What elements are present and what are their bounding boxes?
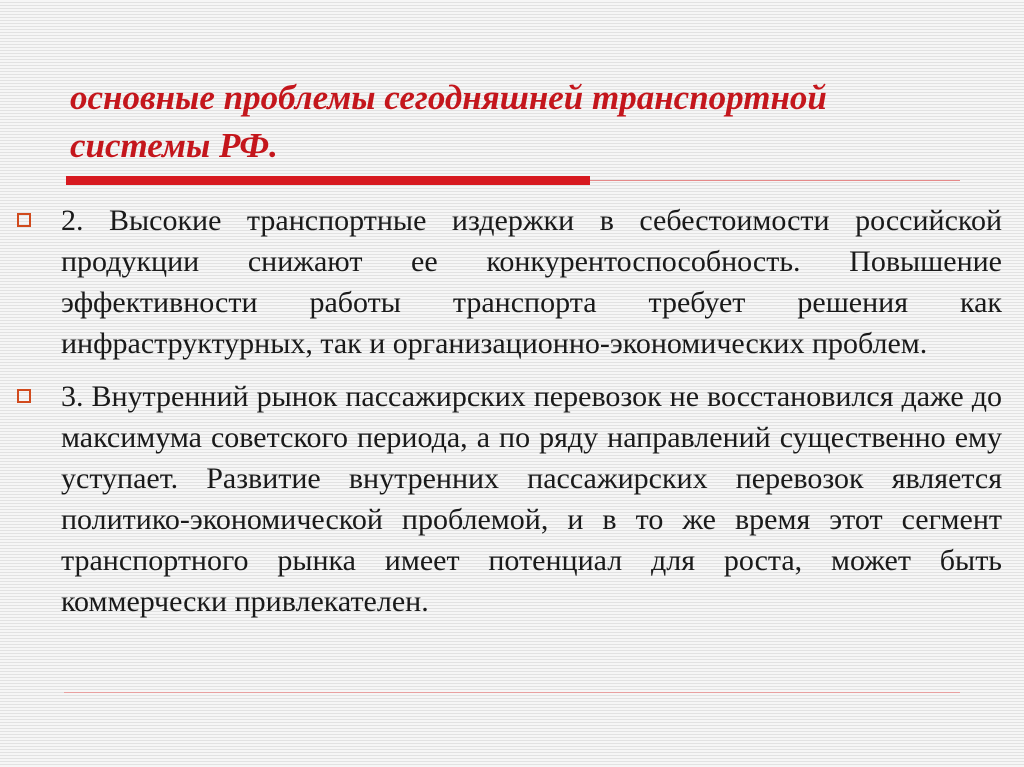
bullet-list <box>0 200 1024 634</box>
title-accent-bar <box>66 176 590 185</box>
bottom-rule <box>64 692 960 693</box>
bullet-text: 3. Внутренний рынок пассажирских перевозок не восстановился даже до максимума советского периода, а по ряду направлений существенно ему уступает. Развитие внутренних пассажирских перевозок является политико-экономической проблемой, и в то же время этот сегмент транспортного рынка имеет потенциал для роста, может быть коммерчески привлекателен. <box>61 380 1002 618</box>
bullet-text: 2. Высокие транспортные издержки в себестоимости российской продукции снижают ее конкурентоспособность. Повышение эффективности работы транспорта требует решения как инфраструктурных, так и организационно-экономических проблем. <box>61 204 1002 360</box>
hollow-square-bullet-icon <box>17 213 31 227</box>
bullet-item <box>0 376 1024 622</box>
bullet-item <box>0 200 1024 364</box>
slide-title: основные проблемы сегодняшней транспортной системы РФ. <box>70 78 827 165</box>
title-underline-rule <box>590 180 960 181</box>
hollow-square-bullet-icon <box>17 389 31 403</box>
